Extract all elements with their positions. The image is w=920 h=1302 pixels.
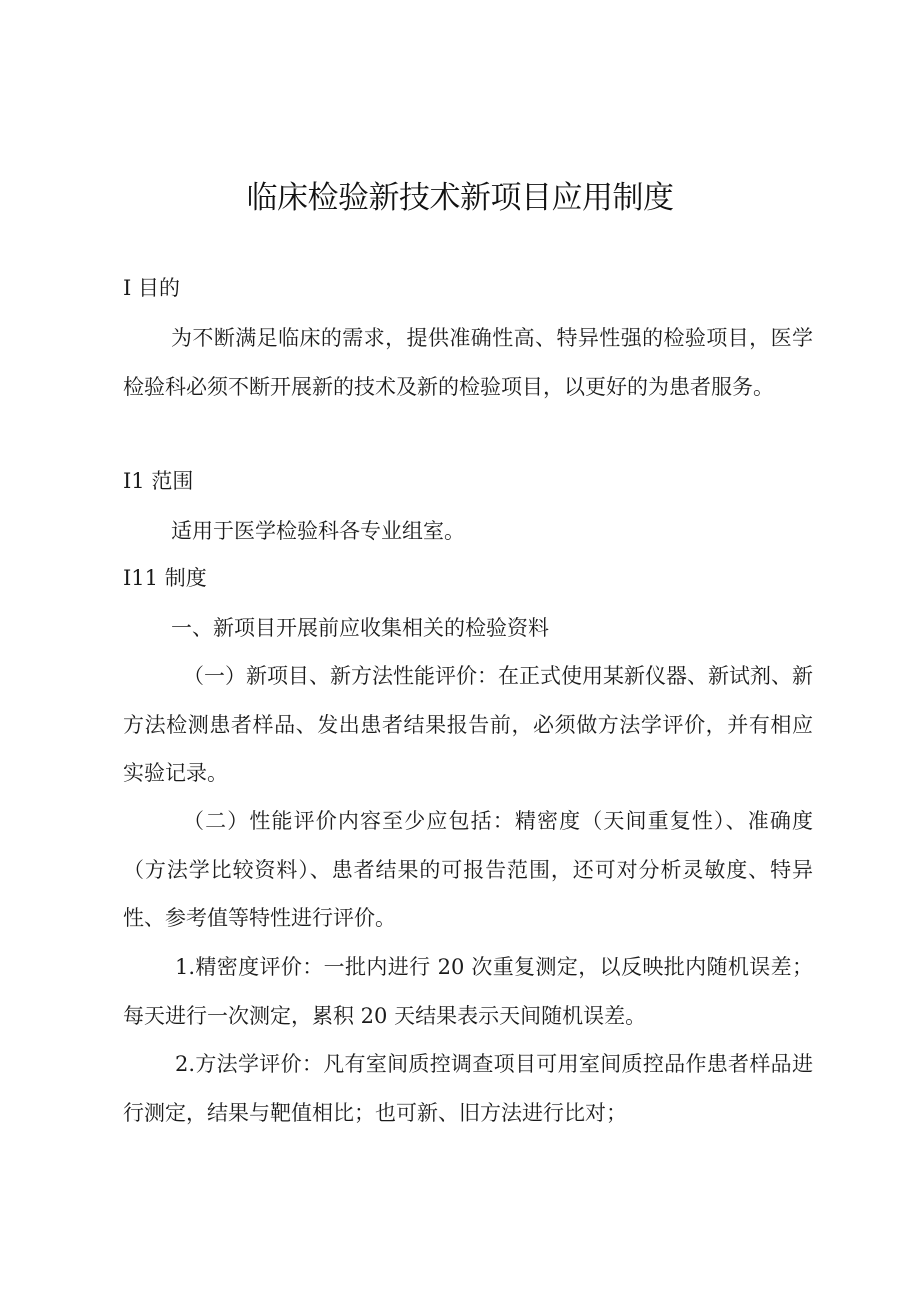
section-heading-purpose: I 目的 [123,276,180,300]
document-title: 临床检验新技术新项目应用制度 [246,180,674,216]
paragraph-policy-intro: 一、新项目开展前应收集相关的检验资料 [171,616,549,640]
paragraph-performance-evaluation: （一）新项目、新方法性能评价：在正式使用某新仪器、新试剂、新方法检测患者样品、发出患者结果报告前，必须做方法学评价，并有相应实验记录。 [123,664,813,785]
section-heading-scope: I1 范围 [123,469,194,493]
paragraph-purpose: 为不断满足临床的需求，提供准确性高、特异性强的检验项目，医学检验科必须不断开展新的技术及新的检验项目，以更好的为患者服务。 [123,326,813,399]
section-heading-policy: I11 制度 [123,566,207,590]
paragraph-evaluation-content: （二）性能评价内容至少应包括：精密度（天间重复性）、准确度（方法学比较资料）、患者结果的可报告范围，还可对分析灵敏度、特异性、参考值等特性进行评价。 [123,809,813,930]
paragraph-method-evaluation: 2.方法学评价：凡有室间质控调查项目可用室间质控品作患者样品进行测定，结果与靶值相比；也可新、旧方法进行比对； [123,1052,813,1125]
paragraph-precision-evaluation: 1.精密度评价：一批内进行 20 次重复测定，以反映批内随机误差；每天进行一次测定，累积 20 天结果表示天间随机误差。 [123,955,813,1028]
paragraph-scope: 适用于医学检验科各专业组室。 [171,519,465,543]
